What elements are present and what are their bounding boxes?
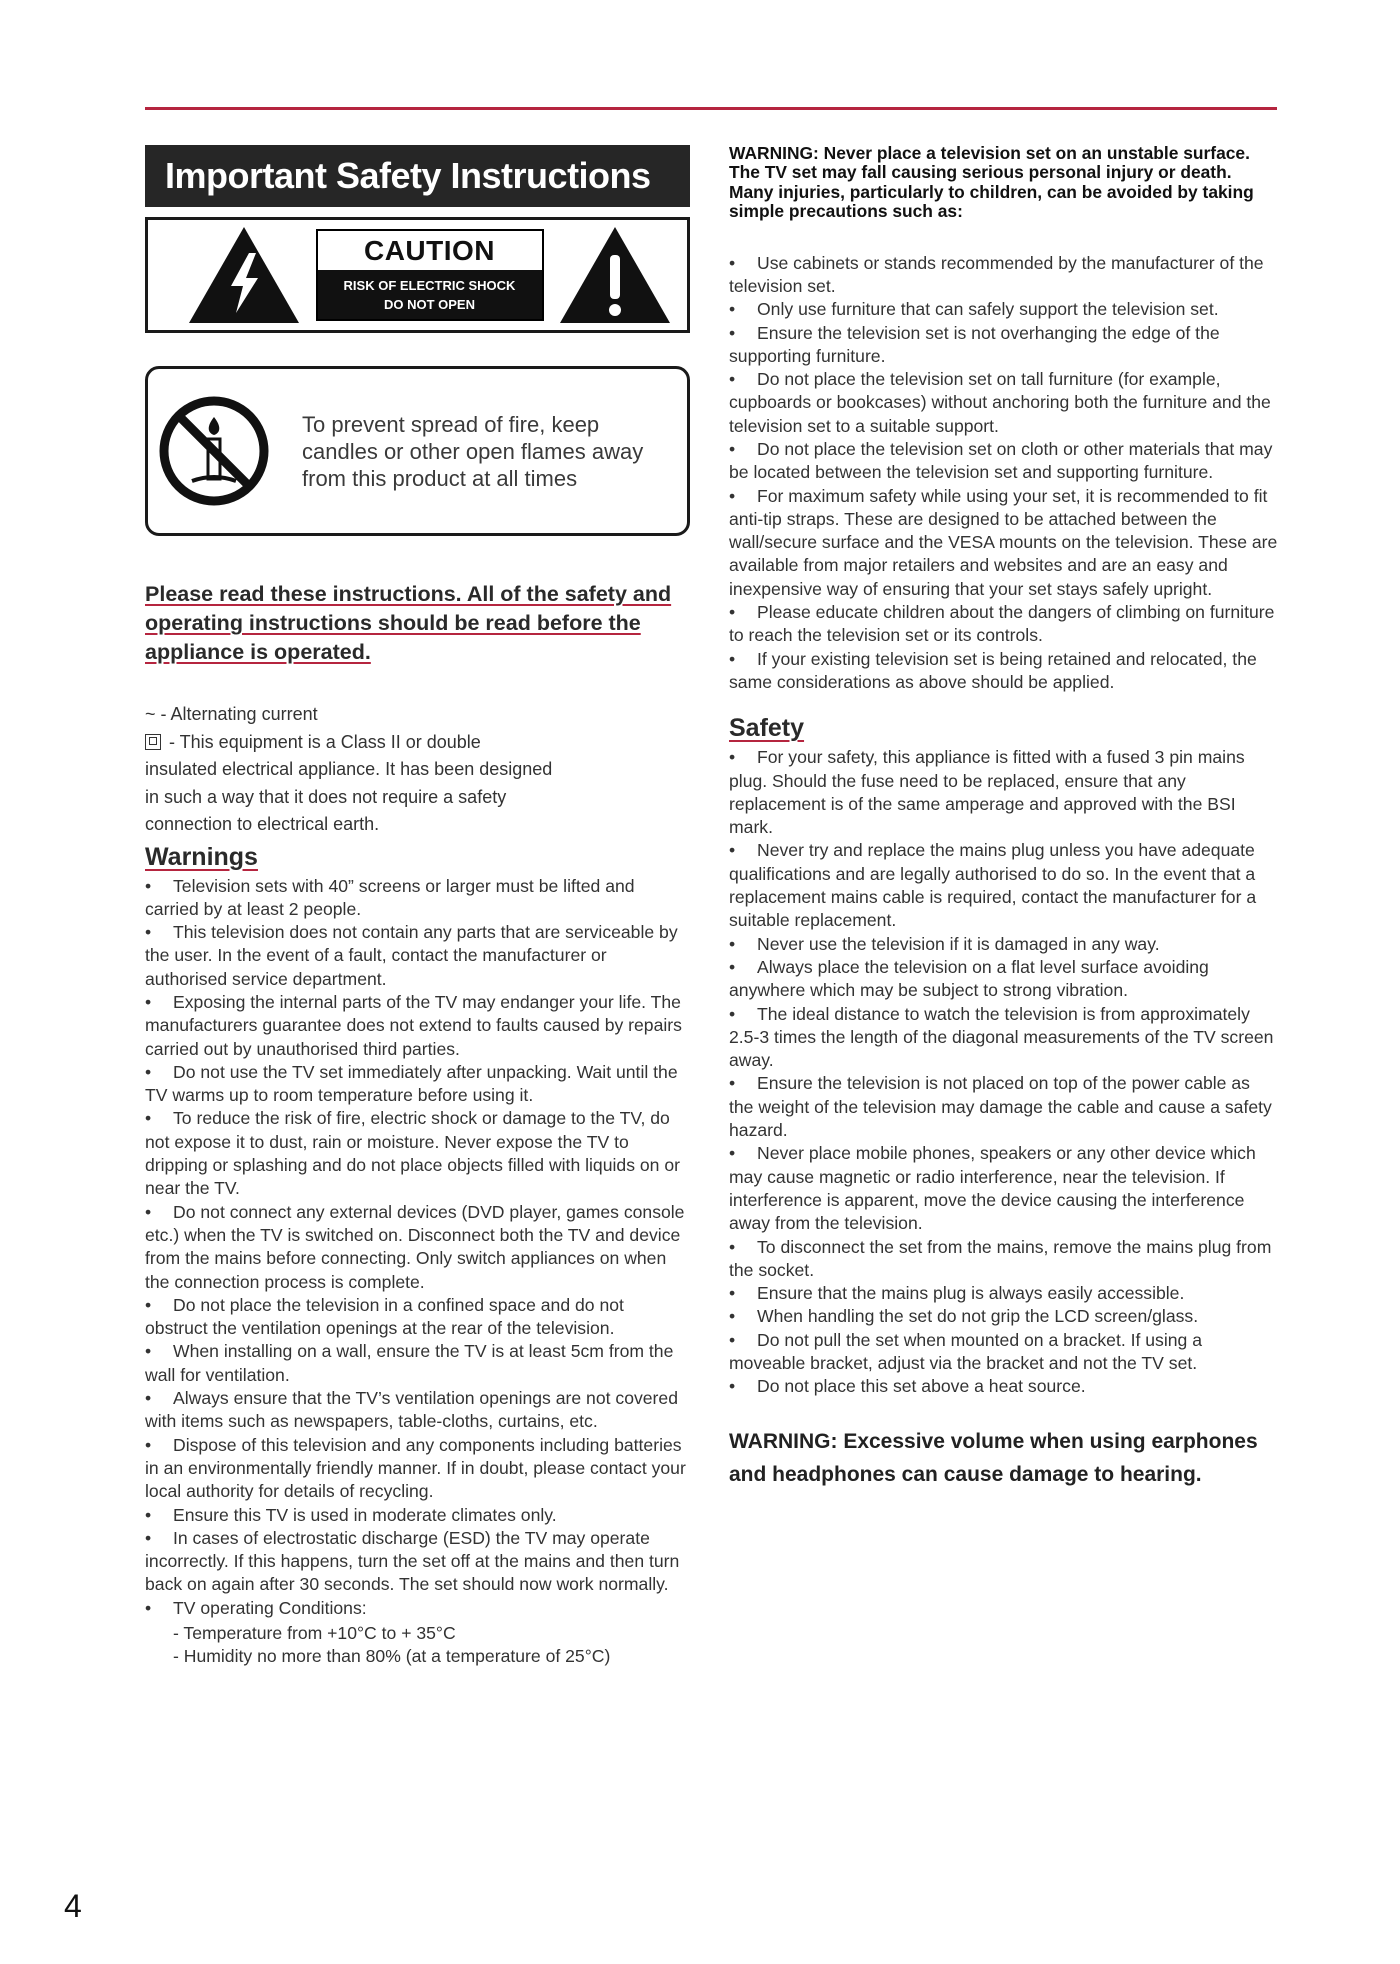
bullet-text: Do not place the television in a confined space and do not obstruct the ventilation openings at the rear of the television.: [145, 1294, 624, 1339]
bullet-dot: •: [145, 1201, 152, 1222]
right-column: [729, 144, 1279, 1491]
exclamation-warning-icon: [557, 223, 673, 327]
bullet-item: [145, 1597, 690, 1620]
bullet-item: [145, 1061, 690, 1108]
caution-subtext: [318, 270, 542, 319]
bullet-dot: •: [145, 1294, 152, 1315]
bullet-dot: •: [729, 439, 736, 459]
bullet-dot: •: [145, 1527, 152, 1548]
bullet-dot: •: [729, 840, 736, 861]
stability-warning: WARNING: Never place a television set on an unstable surface. The TV set may fall causing serious personal injury or death. Many injuries, particularly to children, can be avoided by taking simple precautions such as:: [729, 143, 1254, 222]
fire-notice-box: [145, 366, 690, 536]
bullet-text: For your safety, this appliance is fitted with a fused 3 pin mains plug. Should the fuse need to be replaced, ensure that any replacement is of the same amperage and approved with the BSI mark.: [729, 747, 1245, 838]
bullet-text: Only use furniture that can safely support the television set.: [757, 299, 1219, 320]
bullet-item: [729, 368, 1279, 438]
bullet-text: Do not place this set above a heat source.: [757, 1376, 1086, 1397]
class2-description-line: connection to electrical earth.: [145, 814, 380, 834]
bullet-item: [729, 1072, 1279, 1142]
bullet-item: [729, 1003, 1279, 1073]
caution-label: [145, 217, 690, 333]
bullet-item: [729, 956, 1279, 1003]
class2-description: - This equipment is a Class II or double: [164, 731, 481, 752]
left-column: [145, 145, 690, 1669]
bullet-dot: •: [145, 991, 152, 1012]
bullet-dot: •: [145, 875, 152, 896]
bullet-text: Dispose of this television and any components including batteries in an environmentally friendly manner. If in doubt, please contact your local authority for details of recycling.: [145, 1434, 686, 1502]
caution-line-1: RISK OF ELECTRIC SHOCK: [343, 277, 516, 293]
condition-humidity: - Humidity no more than 80% (at a temperature of 25°C): [173, 1646, 611, 1667]
bullet-dot: •: [729, 252, 736, 273]
bullet-text: Ensure the television is not placed on top of the power cable as the weight of the television may damage the cable and cause a safety hazard.: [729, 1073, 1272, 1141]
bullet-dot: •: [145, 922, 152, 943]
bullet-dot: •: [729, 1003, 736, 1024]
class-ii-double-square-icon: [145, 734, 161, 750]
bullet-item: [145, 991, 690, 1061]
bullet-text: Do not pull the set when mounted on a bracket. If using a moveable bracket, adjust via the bracket and not the TV set.: [729, 1329, 1203, 1373]
class2-description-line: insulated electrical appliance. It has been designed: [145, 759, 553, 779]
bullet-text: Use cabinets or stands recommended by the manufacturer of the television set.: [729, 252, 1264, 296]
condition-temperature: - Temperature from +10°C to + 35°C: [173, 1623, 456, 1643]
bullet-item: [729, 746, 1279, 839]
header-rule: [145, 107, 1277, 110]
safety-heading: Safety: [729, 714, 805, 743]
bullet-dot: •: [729, 1143, 736, 1164]
bullet-item: [729, 252, 1279, 299]
bullet-text: TV operating Conditions:: [173, 1597, 367, 1618]
bullet-text: To reduce the risk of fire, electric shock or damage to the TV, do not expose it to dust, rain or moisture. Never expose the TV to dripping or splashing and do not place objects filled with liquids on or near the TV.: [145, 1108, 680, 1199]
safety-list: [729, 746, 1279, 1398]
bullet-item: [729, 1236, 1279, 1283]
bullet-item: [729, 1142, 1279, 1235]
bullet-dot: •: [729, 602, 736, 623]
bullet-text: Never use the television if it is damaged in any way.: [757, 933, 1160, 954]
hearing-warning: WARNING: Excessive volume when using earphones and headphones can cause damage to hearing.: [729, 1429, 1258, 1486]
bullet-item: [145, 1504, 690, 1527]
bullet-item: [729, 438, 1279, 485]
bullet-dot: •: [729, 1329, 736, 1350]
stability-list: [729, 252, 1279, 695]
ac-symbol: ~: [145, 704, 156, 724]
bullet-text: In cases of electrostatic discharge (ESD) the TV may operate incorrectly. If this happens, turn the set off at the mains and then turn back on again after 30 seconds. The set should now work normally.: [145, 1527, 680, 1595]
class2-symbol-row: [145, 729, 690, 757]
bullet-text: When installing on a wall, ensure the TV is at least 5cm from the wall for ventilation.: [145, 1341, 674, 1385]
bullet-text: Ensure this TV is used in moderate climates only.: [173, 1504, 557, 1525]
bullet-dot: •: [145, 1434, 152, 1455]
read-instructions-notice: Please read these instructions. All of the safety and operating instructions should be read before the appliance is operated.: [145, 582, 672, 664]
bullet-dot: •: [145, 1341, 152, 1362]
bullet-dot: •: [729, 747, 736, 768]
bullet-text: Ensure the television set is not overhanging the edge of the supporting furniture.: [729, 322, 1220, 366]
bullet-item: [729, 322, 1279, 369]
caution-heading: CAUTION: [363, 234, 496, 266]
bullet-item: [729, 298, 1279, 321]
caution-panel: [316, 229, 544, 321]
lightning-warning-icon: [186, 223, 302, 327]
bullet-dot: •: [729, 485, 736, 506]
bullet-item: [729, 1329, 1279, 1376]
bullet-dot: •: [729, 1376, 736, 1397]
bullet-item: [145, 1387, 690, 1434]
bullet-text: If your existing television set is being retained and relocated, the same considerations as above should be applied.: [729, 648, 1257, 692]
bullet-dot: •: [145, 1504, 152, 1525]
bullet-item: [145, 1340, 690, 1387]
bullet-dot: •: [729, 1306, 736, 1327]
bullet-item: [729, 485, 1279, 601]
bullet-dot: •: [729, 299, 736, 320]
bullet-item: [145, 1527, 690, 1597]
bullet-item: [145, 1107, 690, 1200]
bullet-item: [729, 1375, 1279, 1398]
warnings-heading: Warnings: [145, 842, 258, 871]
bullet-text: Do not place the television set on tall furniture (for example, cupboards or bookcases) without anchoring both the furniture and the television set to a suitable support.: [729, 369, 1271, 436]
operating-conditions: [145, 1622, 690, 1669]
bullet-dot: •: [145, 1061, 152, 1082]
bullet-text: When handling the set do not grip the LCD screen/glass.: [757, 1306, 1199, 1327]
bullet-text: Television sets with 40” screens or larger must be lifted and carried by at least 2 people.: [145, 875, 635, 919]
bullet-item: [145, 1201, 690, 1294]
bullet-item: [729, 601, 1279, 648]
page-number: 4: [64, 1888, 82, 1924]
bullet-item: [145, 1434, 690, 1504]
bullet-dot: •: [729, 956, 736, 977]
warnings-list: [145, 875, 690, 1621]
class2-description-line: in such a way that it does not require a safety: [145, 786, 507, 807]
caution-line-2: DO NOT OPEN: [383, 296, 475, 312]
symbol-legend: [145, 701, 690, 839]
bullet-text: Do not place the television set on cloth or other materials that may be located between the television set and supporting furniture.: [729, 439, 1273, 483]
bullet-text: To disconnect the set from the mains, remove the mains plug from the socket.: [729, 1236, 1272, 1280]
bullet-text: Ensure that the mains plug is always easily accessible.: [757, 1283, 1185, 1304]
bullet-text: Always ensure that the TV’s ventilation openings are not covered with items such as newspapers, table-cloths, curtains, etc.: [145, 1388, 678, 1432]
bullet-text: The ideal distance to watch the television is from approximately 2.5-3 times the length of the diagonal measurements of the TV screen away.: [729, 1003, 1274, 1071]
bullet-text: Never try and replace the mains plug unless you have adequate qualifications and are legally authorised to do so. In the event that a replacement mains cable is required, contact the manufacturer for a suitable replacement.: [729, 840, 1257, 931]
bullet-dot: •: [145, 1108, 152, 1129]
bullet-dot: •: [729, 1236, 736, 1257]
bullet-item: [729, 933, 1279, 956]
ac-description: - Alternating current: [155, 704, 318, 724]
fire-notice-text: To prevent spread of fire, keep candles or other open flames away from this product at all times: [302, 411, 644, 491]
bullet-dot: •: [145, 1388, 152, 1409]
bullet-text: For maximum safety while using your set, it is recommended to fit anti-tip straps. These are designed to be attached between the wall/secure surface and the VESA mounts on the television. These are available from major retailers and websites and are an easy and inexpensive way of ensuring that your set stays safely upright.: [729, 485, 1278, 599]
bullet-text: Always place the television on a flat level surface avoiding anywhere which may be subject to strong vibration.: [729, 956, 1209, 1001]
bullet-item: [729, 1282, 1279, 1305]
ac-symbol-row: [145, 701, 690, 729]
bullet-item: [729, 1305, 1279, 1328]
bullet-text: This television does not contain any parts that are serviceable by the user. In the event of a fault, contact the manufacturer or authorised service department.: [145, 922, 678, 989]
bullet-text: Exposing the internal parts of the TV may endanger your life. The manufacturers guarantee does not extend to faults caused by repairs carried out by unauthorised third parties.: [145, 991, 682, 1059]
page-title: Important Safety Instructions: [145, 145, 690, 207]
no-open-flame-icon: [158, 395, 270, 507]
bullet-dot: •: [145, 1597, 152, 1618]
bullet-dot: •: [729, 369, 736, 390]
bullet-item: [145, 921, 690, 991]
bullet-item: [729, 648, 1279, 695]
bullet-dot: •: [729, 322, 736, 343]
bullet-item: [729, 839, 1279, 932]
bullet-text: Do not connect any external devices (DVD player, games console etc.) when the TV is switched on. Disconnect both the TV and device from the mains before connecting. Only switch appliances on when the connection process is complete.: [145, 1201, 685, 1292]
bullet-item: [145, 875, 690, 922]
bullet-item: [145, 1294, 690, 1341]
bullet-text: Please educate children about the dangers of climbing on furniture to reach the television set or its controls.: [729, 602, 1275, 646]
bullet-text: Do not use the TV set immediately after unpacking. Wait until the TV warms up to room temperature before using it.: [145, 1061, 678, 1106]
bullet-text: Never place mobile phones, speakers or any other device which may cause magnetic or radio interference, near the television. If interference is apparent, move the device causing the interference away from the television.: [729, 1143, 1256, 1234]
bullet-dot: •: [729, 933, 736, 954]
bullet-dot: •: [729, 1073, 736, 1094]
bullet-dot: •: [729, 1283, 736, 1304]
bullet-dot: •: [729, 648, 736, 669]
